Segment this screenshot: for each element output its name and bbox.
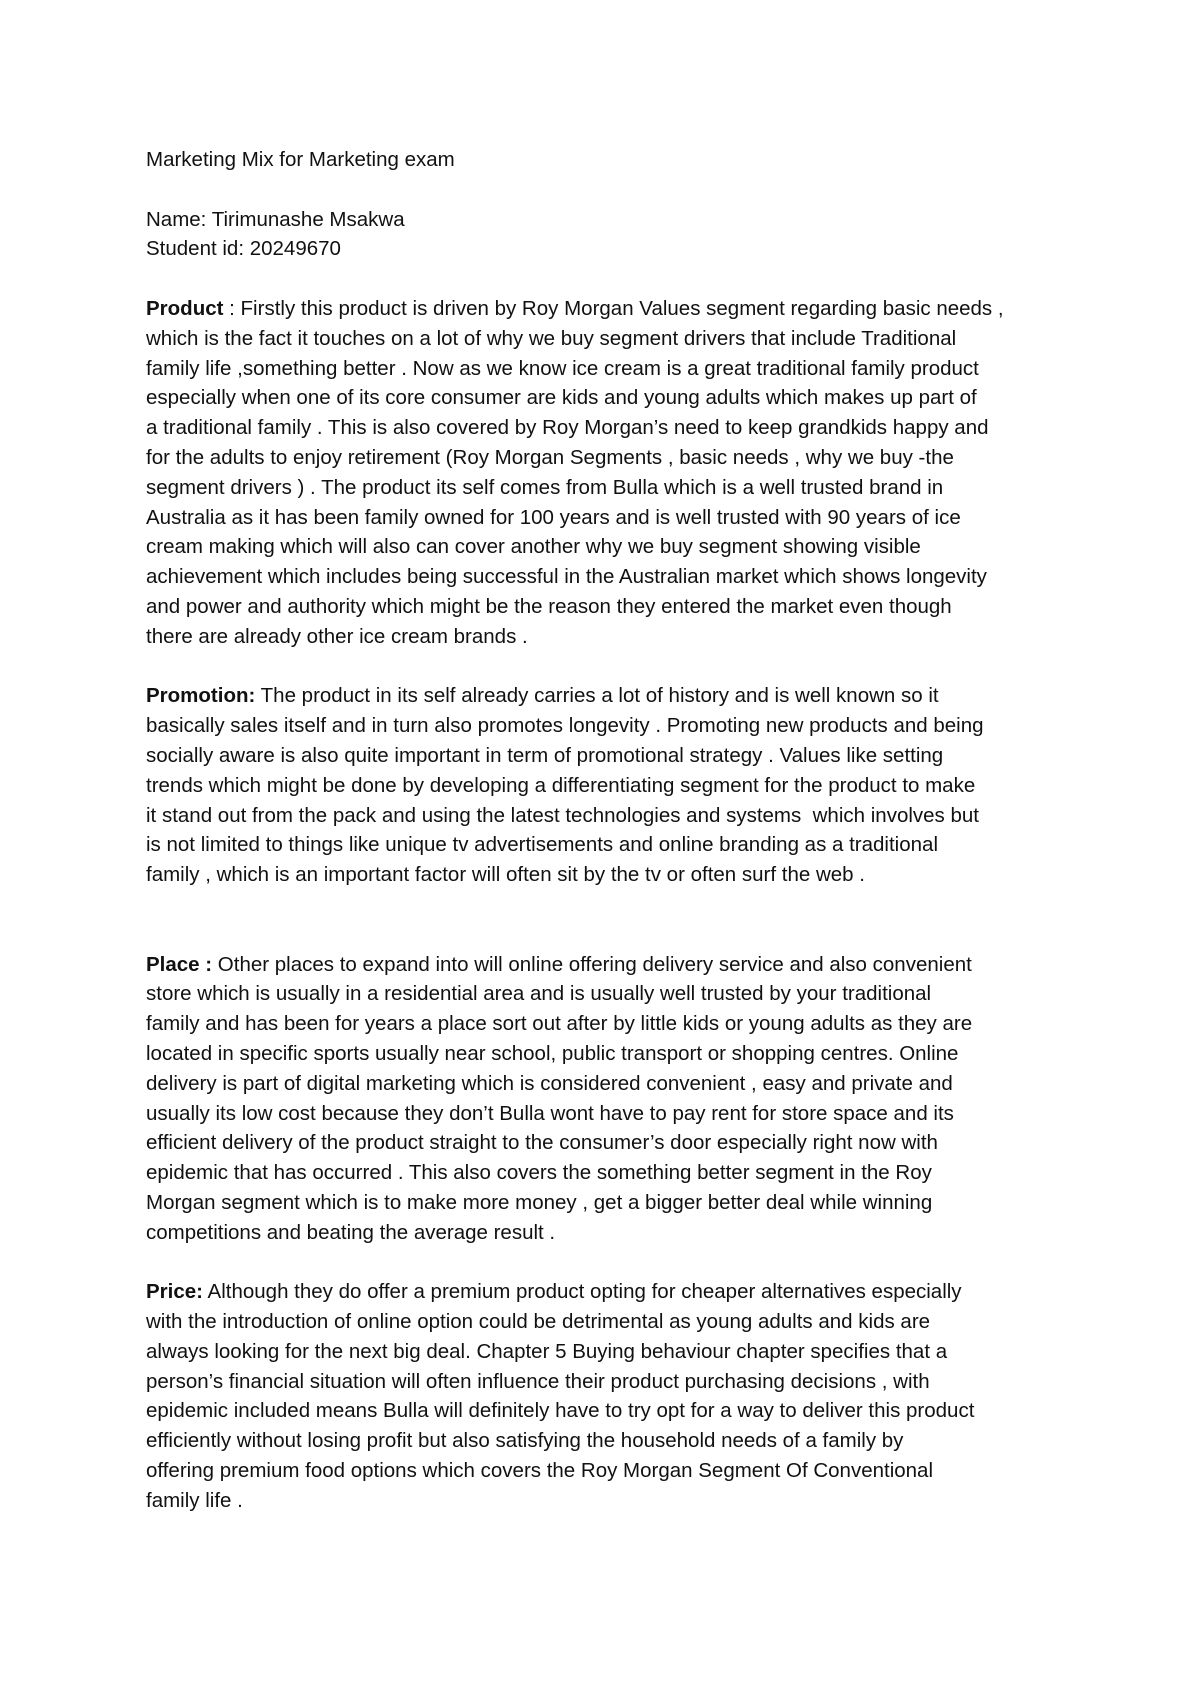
- paragraph-line: Australia as it has been family owned for 100 years and is well trusted with 90 years of ice: [146, 505, 961, 529]
- paragraph-line: [146, 1277, 1076, 1307]
- paragraph-line: achievement which includes being successful in the Australian market which shows longevity: [146, 565, 987, 589]
- paragraph-line: offering premium food options which covers the Roy Morgan Segment Of Conventional: [146, 1459, 934, 1483]
- place-text: Other places to expand into will online offering delivery service and also convenient: [212, 952, 972, 976]
- paragraph-line: efficient delivery of the product straight to the consumer’s door especially right now with: [146, 1131, 938, 1155]
- paragraph-line: is not limited to things like unique tv advertisements and online branding as a traditional: [146, 833, 938, 857]
- paragraph-line: there are already other ice cream brands .: [146, 624, 528, 648]
- paragraph-line: cream making which will also can cover another why we buy segment showing visible: [146, 535, 921, 559]
- paragraph-line: [146, 294, 1076, 324]
- paragraph-line: always looking for the next big deal. Chapter 5 Buying behaviour chapter specifies that a: [146, 1339, 948, 1363]
- paragraph-line: which is the fact it touches on a lot of why we buy segment drivers that include Traditional: [146, 326, 957, 350]
- paragraph-line: family life .: [146, 1488, 243, 1512]
- spacer: [146, 652, 1076, 682]
- place-section: [146, 950, 1076, 1248]
- paragraph-line: segment drivers ) . The product its self comes from Bulla which is a well trusted brand in: [146, 475, 944, 499]
- student-id: Student id: 20249670: [146, 237, 341, 261]
- paragraph-line: family life ,something better . Now as we know ice cream is a great traditional family product: [146, 356, 979, 380]
- paragraph-line: and power and authority which might be the reason they entered the market even though: [146, 594, 952, 618]
- spacer: [146, 1247, 1076, 1277]
- paragraph-line: competitions and beating the average result .: [146, 1220, 556, 1244]
- price-section: [146, 1277, 1076, 1515]
- paragraph-line: efficiently without losing profit but also satisfying the household needs of a family by: [146, 1429, 904, 1453]
- paragraph-line: located in specific sports usually near school, public transport or shopping centres. Online: [146, 1041, 959, 1065]
- paragraph-line: epidemic included means Bulla will definitely have to try opt for a way to deliver this product: [146, 1399, 975, 1423]
- promotion-heading: Promotion:: [146, 684, 256, 708]
- student-name: Name: Tirimunashe Msakwa: [146, 207, 405, 231]
- spacer: [146, 264, 1076, 294]
- paragraph-line: usually its low cost because they don’t Bulla wont have to pay rent for store space and its: [146, 1101, 954, 1125]
- document-body: [146, 145, 1076, 1516]
- paragraph-line: Morgan segment which is to make more money , get a bigger better deal while winning: [146, 1190, 933, 1214]
- paragraph-line: basically sales itself and in turn also promotes longevity . Promoting new products and being: [146, 714, 984, 738]
- paragraph-line: person’s financial situation will often influence their product purchasing decisions , with: [146, 1369, 930, 1393]
- promotion-text: The product in its self already carries a lot of history and is well known so it: [255, 684, 939, 708]
- paragraph-line: with the introduction of online option could be detrimental as young adults and kids are: [146, 1310, 931, 1334]
- paragraph-line: a traditional family . This is also covered by Roy Morgan’s need to keep grandkids happy and: [146, 416, 989, 440]
- product-section: [146, 294, 1076, 652]
- paragraph-line: delivery is part of digital marketing which is considered convenient , easy and private and: [146, 1071, 953, 1095]
- paragraph-line: family and has been for years a place sort out after by little kids or young adults as they are: [146, 1012, 973, 1036]
- promotion-section: [146, 681, 1076, 890]
- paragraph-line: trends which might be done by developing a differentiating segment for the product to make: [146, 773, 976, 797]
- paragraph-line: store which is usually in a residential area and is usually well trusted by your traditional: [146, 982, 932, 1006]
- spacer: [146, 175, 1076, 205]
- price-heading: Price:: [146, 1280, 203, 1304]
- paragraph-line: family , which is an important factor will often sit by the tv or often surf the web .: [146, 863, 865, 887]
- paragraph-line: socially aware is also quite important in term of promotional strategy . Values like setting: [146, 743, 944, 767]
- price-text: Although they do offer a premium product opting for cheaper alternatives especially: [202, 1280, 962, 1304]
- product-heading: Product: [146, 296, 224, 320]
- paragraph-line: epidemic that has occurred . This also covers the something better segment in the Roy: [146, 1161, 932, 1185]
- spacer: [146, 890, 1076, 950]
- paragraph-line: especially when one of its core consumer are kids and young adults which makes up part of: [146, 386, 977, 410]
- document-title: Marketing Mix for Marketing exam: [146, 148, 455, 171]
- place-heading: Place :: [146, 952, 213, 976]
- paragraph-line: [146, 681, 1076, 711]
- paragraph-line: it stand out from the pack and using the latest technologies and systems which involves but: [146, 803, 979, 827]
- paragraph-line: [146, 950, 1076, 980]
- product-text: : Firstly this product is driven by Roy Morgan Values segment regarding basic needs ,: [223, 296, 1004, 320]
- paragraph-line: for the adults to enjoy retirement (Roy Morgan Segments , basic needs , why we buy -the: [146, 445, 954, 469]
